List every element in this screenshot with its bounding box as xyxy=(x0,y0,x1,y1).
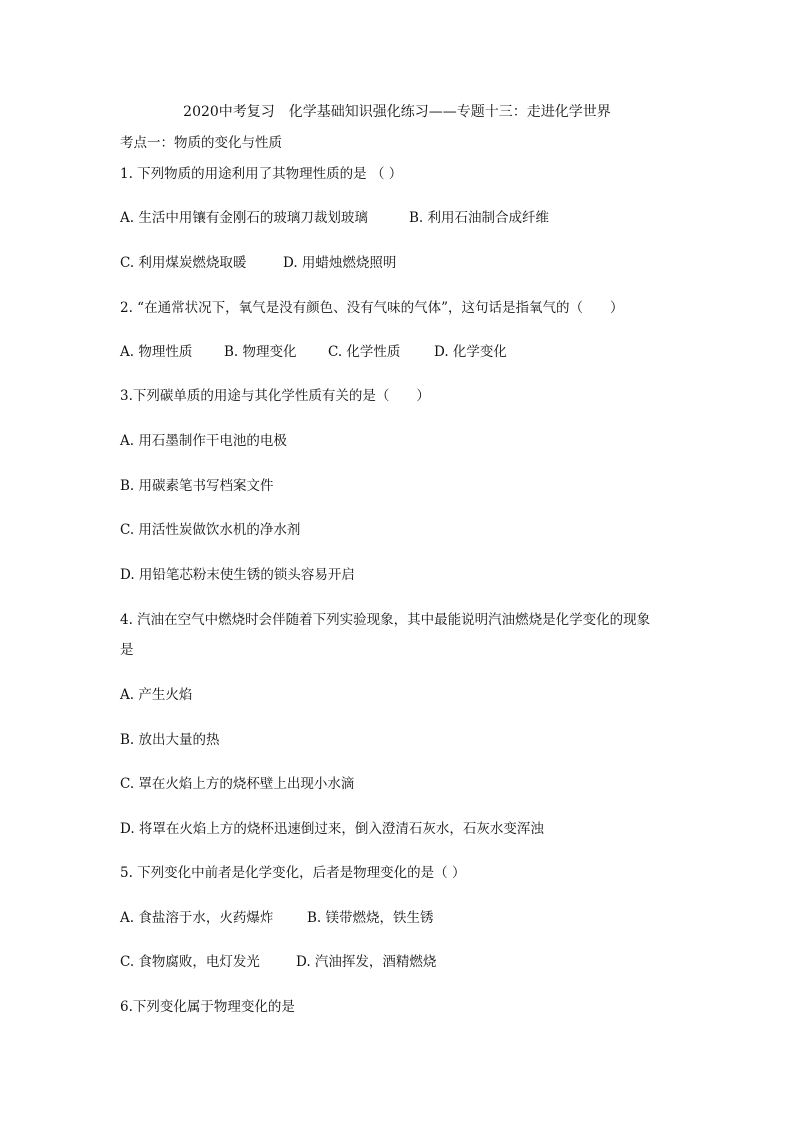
section-heading: 考点一：物质的变化与性质 xyxy=(120,135,282,151)
option-c: C. 化学性质 xyxy=(328,344,401,360)
question-5-options-row-1 xyxy=(120,909,434,927)
question-6-stem: 6.下列变化属于物理变化的是 xyxy=(120,999,295,1015)
option-a: A. 生活中用镶有金刚石的玻璃刀裁划玻璃 xyxy=(120,210,368,226)
question-1-stem: 1. 下列物质的用途利用了其物理性质的是 （ ） xyxy=(120,166,403,182)
question-5-options-row-2 xyxy=(120,953,436,971)
question-4-option-c: C. 罩在火焰上方的烧杯壁上出现小水滴 xyxy=(120,776,355,792)
question-4-option-b: B. 放出大量的热 xyxy=(120,732,220,748)
option-b: B. 镁带燃烧，铁生锈 xyxy=(307,910,434,926)
question-4-option-d: D. 将罩在火焰上方的烧杯迅速倒过来，倒入澄清石灰水，石灰水变浑浊 xyxy=(120,821,544,837)
question-1-options-row-1 xyxy=(120,209,549,227)
question-3-option-d: D. 用铅笔芯粉末使生锈的锁头容易开启 xyxy=(120,567,355,583)
question-4-stem-continued: 是 xyxy=(120,642,134,658)
question-2-options xyxy=(120,343,507,361)
question-3-option-b: B. 用碳素笔书写档案文件 xyxy=(120,478,274,494)
option-d: D. 化学变化 xyxy=(434,344,507,360)
option-c: C. 利用煤炭燃烧取暖 xyxy=(120,255,247,271)
question-4-stem: 4. 汽油在空气中燃烧时会伴随着下列实验现象，其中最能说明汽油燃烧是化学变化的现象 xyxy=(120,612,651,628)
option-a: A. 物理性质 xyxy=(120,344,193,360)
question-3-option-a: A. 用石墨制作干电池的电极 xyxy=(120,433,287,449)
question-5-stem: 5. 下列变化中前者是化学变化，后者是物理变化的是（ ） xyxy=(120,865,466,881)
option-c: C. 食物腐败，电灯发光 xyxy=(120,954,260,970)
question-3-option-c: C. 用活性炭做饮水机的净水剂 xyxy=(120,522,301,538)
option-d: D. 汽油挥发，酒精燃烧 xyxy=(296,954,437,970)
question-4-option-a: A. 产生火焰 xyxy=(120,687,193,703)
option-d: D. 用蜡烛燃烧照明 xyxy=(283,255,397,271)
document-title: 2020中考复习 化学基础知识强化练习——专题十三：走进化学世界 xyxy=(183,104,611,120)
option-b: B. 物理变化 xyxy=(224,344,297,360)
question-2-stem: 2. “在通常状况下，氧气是没有颜色、没有气味的气体”，这句话是指氧气的（ ） xyxy=(120,300,624,316)
question-3-stem: 3.下列碳单质的用途与其化学性质有关的是（ ） xyxy=(120,388,430,404)
option-a: A. 食盐溶于水，火药爆炸 xyxy=(120,910,274,926)
question-1-options-row-2 xyxy=(120,254,396,272)
option-b: B. 利用石油制合成纤维 xyxy=(409,210,550,226)
